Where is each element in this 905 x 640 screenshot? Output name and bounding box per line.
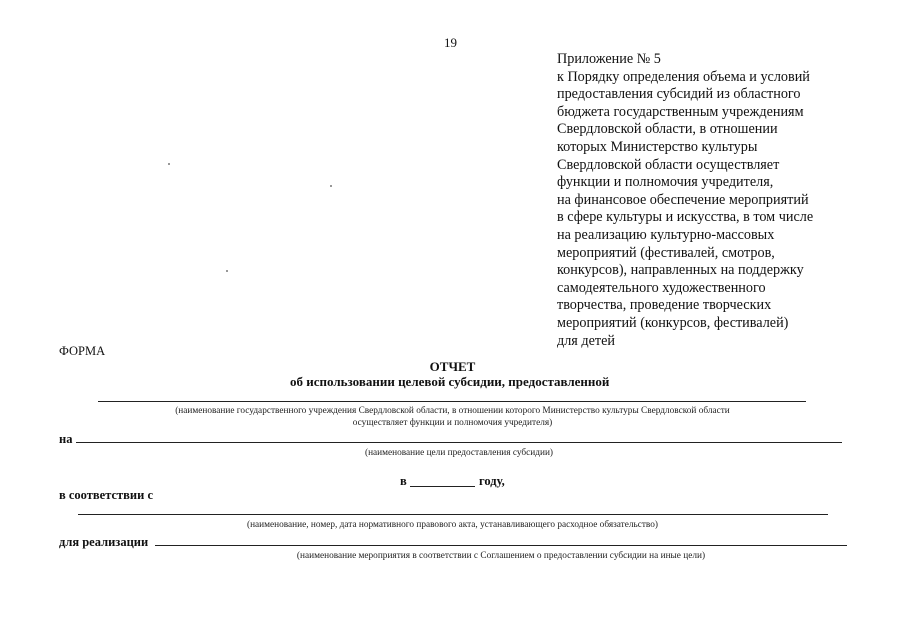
appendix-line: конкурсов), направленных на поддержку <box>557 262 804 279</box>
report-title: ОТЧЕТ <box>429 359 476 374</box>
year-suffix: году, <box>479 474 505 488</box>
appendix-line: самодеятельного художественного <box>557 279 766 296</box>
na-label: на <box>59 432 73 446</box>
appendix-line: в сфере культуры и искусства, в том числе <box>557 209 814 226</box>
purpose-fill-line[interactable] <box>76 442 842 443</box>
appendix-line: Свердловской области, в отношении <box>557 121 778 138</box>
appendix-line: бюджета государственным учреждениям <box>557 103 804 120</box>
institution-hint-line2: осуществляет функции и полномочия учредителя) <box>352 418 553 428</box>
act-hint: (наименование, номер, дата нормативного правового акта, устанавливающего расходное обязательство) <box>246 520 658 530</box>
form-label: ФОРМА <box>59 344 106 358</box>
event-hint: (наименование мероприятия в соответствии с Соглашением о предоставлении субсидии на иные цели) <box>296 551 706 561</box>
scan-speck <box>330 185 332 187</box>
appendix-header <box>557 51 887 350</box>
accordance-label: в соответствии с <box>59 488 154 502</box>
appendix-line: на реализацию культурно-массовых <box>557 226 775 243</box>
appendix-line: мероприятий (конкурсов, фестивалей) <box>557 314 789 331</box>
year-fill-line[interactable] <box>410 486 475 487</box>
realization-label: для реализации <box>59 535 149 549</box>
appendix-line: к Порядку определения объема и условий <box>557 68 810 85</box>
institution-hint <box>60 405 845 429</box>
report-subtitle: об использовании целевой субсидии, предоставленной <box>290 374 610 389</box>
appendix-line: для детей <box>557 332 615 349</box>
appendix-line: предоставления субсидий из областного <box>557 86 801 103</box>
page-number: 19 <box>444 35 457 50</box>
act-fill-line[interactable] <box>78 514 828 515</box>
scan-speck <box>168 163 170 165</box>
purpose-hint: (наименование цели предоставления субсидии) <box>364 448 554 458</box>
appendix-line: функции и полномочия учредителя, <box>557 174 774 191</box>
appendix-line: Приложение № 5 <box>557 51 661 67</box>
event-fill-line[interactable] <box>155 545 847 546</box>
appendix-line: которых Министерство культуры <box>557 138 758 155</box>
appendix-line: на финансовое обеспечение мероприятий <box>557 191 809 208</box>
scan-speck <box>226 270 228 272</box>
institution-hint-line1: (наименование государственного учреждения Свердловской области, в отношении которого Министерство культуры Свердловской области <box>175 406 730 416</box>
year-prefix: в <box>400 474 407 488</box>
appendix-line: Свердловской области осуществляет <box>557 156 780 173</box>
institution-fill-line[interactable] <box>98 401 806 402</box>
appendix-line: творчества, проведение творческих <box>557 297 772 314</box>
appendix-line: мероприятий (фестивалей, смотров, <box>557 244 775 261</box>
